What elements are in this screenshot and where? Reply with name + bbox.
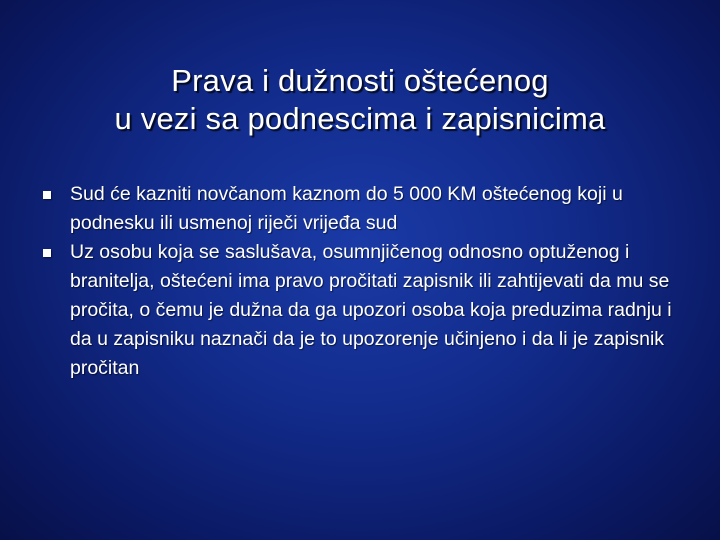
bullet-text: Uz osobu koja se saslušava, osumnjičenog odnosno optuženog i branitelja, oštećeni ima pravo pročitati zapisnik ili zahtijevati da mu se pročita, o čemu je dužna da ga upozori osoba koja preduzima radnju i da u zapisniku naznači da je to upozorenje učinjeno i da li je zapisnik pročitan bbox=[70, 241, 672, 379]
title-line-2: u vezi sa podnescima i zapisnicima bbox=[114, 101, 606, 136]
square-bullet-icon bbox=[43, 249, 51, 257]
title-line-1: Prava i dužnosti oštećenog bbox=[171, 63, 549, 98]
bullet-list bbox=[40, 180, 680, 383]
square-bullet-icon bbox=[43, 191, 51, 199]
bullet-item bbox=[40, 238, 680, 383]
slide-title bbox=[20, 62, 700, 138]
bullet-text: Sud će kazniti novčanom kaznom do 5 000 KM oštećenog koji u podnesku ili usmenoj riječi vrijeđa sud bbox=[70, 183, 623, 234]
bullet-item bbox=[40, 180, 680, 238]
